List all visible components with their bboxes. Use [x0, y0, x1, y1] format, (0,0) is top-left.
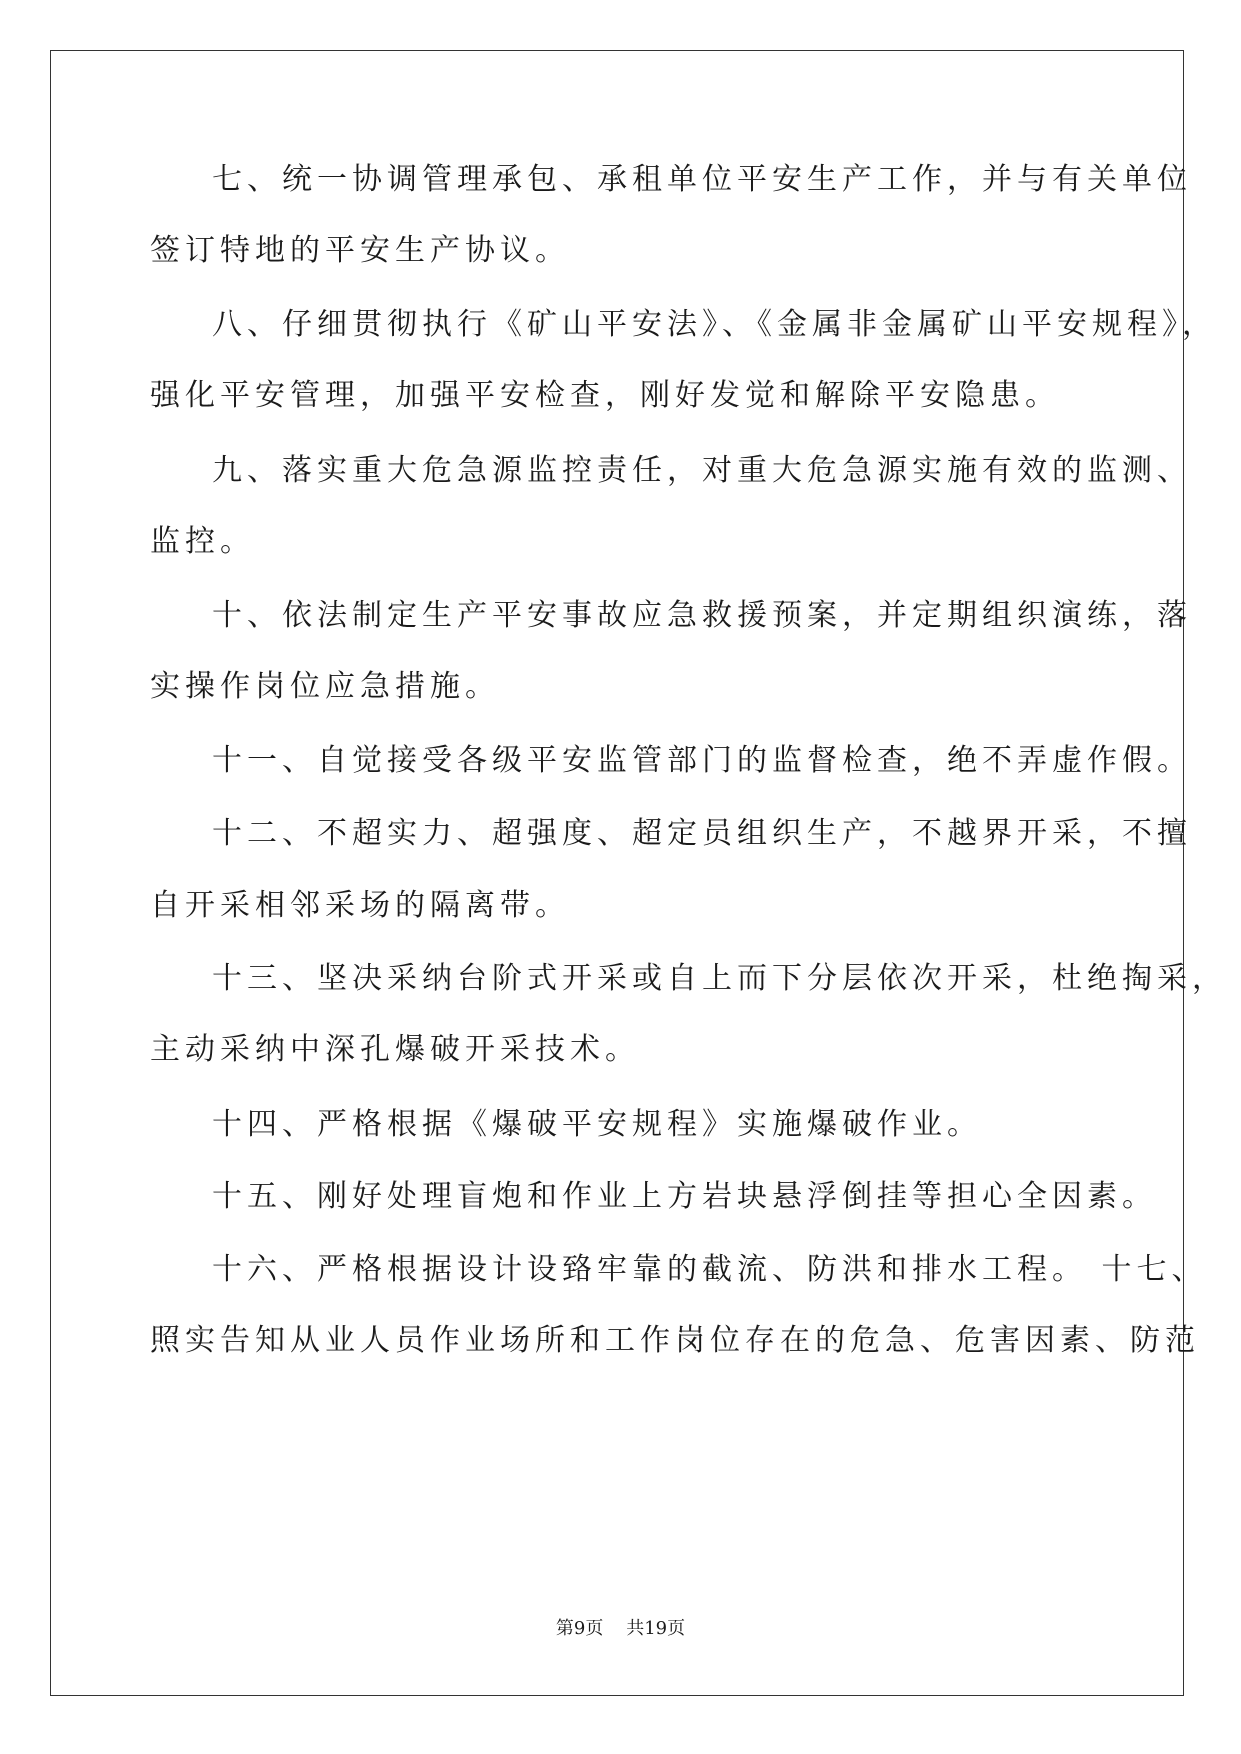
text-line: 签订特地的平安生产协议。 [150, 233, 570, 268]
page-footer [0, 1617, 1241, 1641]
text-line: 照实告知从业人员作业场所和工作岗位存在的危急、危害因素、防范 [150, 1323, 1200, 1358]
page-border [50, 50, 1184, 1696]
text-line: 十二、不超实力、超强度、超定员组织生产，不越界开采，不擅 [212, 816, 1192, 851]
text-line: 十六、严格根据设计设臵牢靠的截流、防洪和排水工程。 十七、 [212, 1252, 1207, 1287]
text-line: 十一、自觉接受各级平安监管部门的监督检查，绝不弄虚作假。 [212, 743, 1192, 778]
text-line: 十三、坚决采纳台阶式开采或自上而下分层依次开采，杜绝掏采， [212, 961, 1227, 996]
text-line: 八、仔细贯彻执行《矿山平安法》、《金属非金属矿山平安规程》， [212, 307, 1217, 342]
text-line: 七、统一协调管理承包、承租单位平安生产工作，并与有关单位 [212, 162, 1192, 197]
page-number: 第9页 共19页 [555, 1618, 686, 1639]
text-line: 十四、严格根据《爆破平安规程》实施爆破作业。 [212, 1107, 982, 1142]
text-line: 实操作岗位应急措施。 [150, 669, 500, 704]
text-line: 十五、刚好处理盲炮和作业上方岩块悬浮倒挂等担心全因素。 [212, 1179, 1157, 1214]
text-line: 监控。 [150, 524, 255, 559]
text-line: 主动采纳中深孔爆破开采技术。 [150, 1032, 640, 1067]
text-line: 自开采相邻采场的隔离带。 [150, 888, 570, 923]
text-line: 十、依法制定生产平安事故应急救援预案，并定期组织演练，落 [212, 598, 1192, 633]
text-line: 强化平安管理，加强平安检查，刚好发觉和解除平安隐患。 [150, 378, 1060, 413]
text-line: 九、落实重大危急源监控责任，对重大危急源实施有效的监测、 [212, 453, 1192, 488]
